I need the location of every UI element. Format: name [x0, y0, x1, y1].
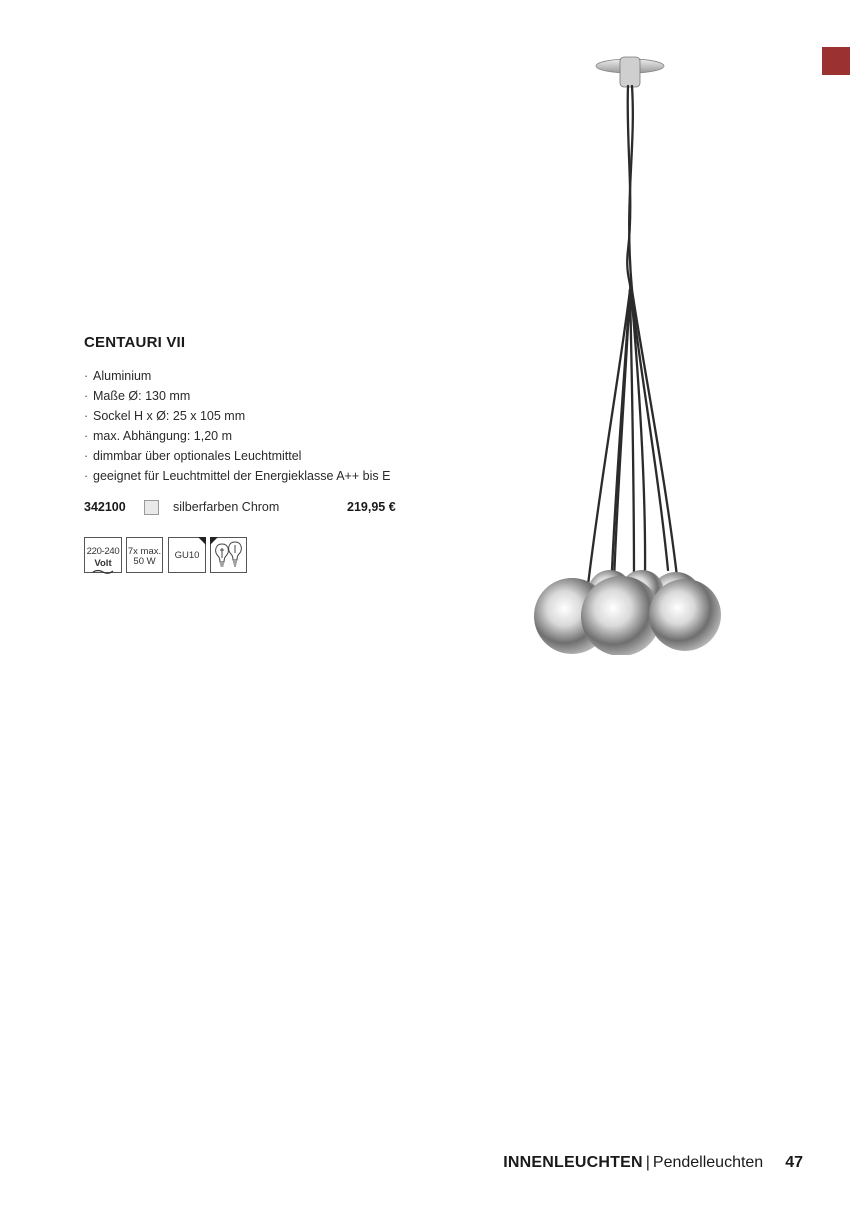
footer-subcategory: Pendelleuchten [652, 1154, 764, 1171]
section-color-tab [822, 47, 850, 75]
bullet-icon: · [84, 369, 89, 383]
bullet-icon: · [84, 409, 89, 423]
finish-name: silberfarben Chrom [173, 500, 280, 514]
feature-item: · Maße Ø: 130 mm [84, 386, 390, 406]
corner-marker-icon [210, 537, 218, 545]
footer-separator: | [645, 1154, 650, 1171]
feature-item: · dimmbar über optionales Leuchtmittel [84, 446, 390, 466]
feature-item: · Sockel H x Ø: 25 x 105 mm [84, 406, 390, 426]
bullet-icon: · [84, 429, 89, 443]
wave-icon [92, 569, 114, 574]
variant-row [84, 499, 404, 517]
pendant-lamp-image [520, 40, 730, 655]
wattage-icon: 7x max. 50 W [126, 537, 163, 573]
bullet-icon: · [84, 449, 89, 463]
page-number: 47 [785, 1154, 803, 1171]
finish-swatch [144, 500, 159, 515]
feature-list [84, 366, 390, 486]
voltage-icon: 220-240 Volt [84, 537, 122, 573]
page-footer [503, 1154, 803, 1172]
feature-item: · geeignet für Leuchtmittel der Energieklasse A++ bis E [84, 466, 390, 486]
feature-item: · max. Abhängung: 1,20 m [84, 426, 390, 446]
footer-category: INNENLEUCHTEN [503, 1154, 643, 1171]
article-number: 342100 [84, 500, 126, 514]
product-title: CENTAURI VII [84, 334, 186, 351]
corner-marker-icon [198, 537, 206, 545]
socket-icon: GU10 [168, 537, 206, 573]
bullet-icon: · [84, 469, 89, 483]
feature-item: · Aluminium [84, 366, 390, 386]
dimmable-bulb-icon [210, 537, 247, 573]
bullet-icon: · [84, 389, 89, 403]
price: 219,95 € [347, 500, 396, 514]
